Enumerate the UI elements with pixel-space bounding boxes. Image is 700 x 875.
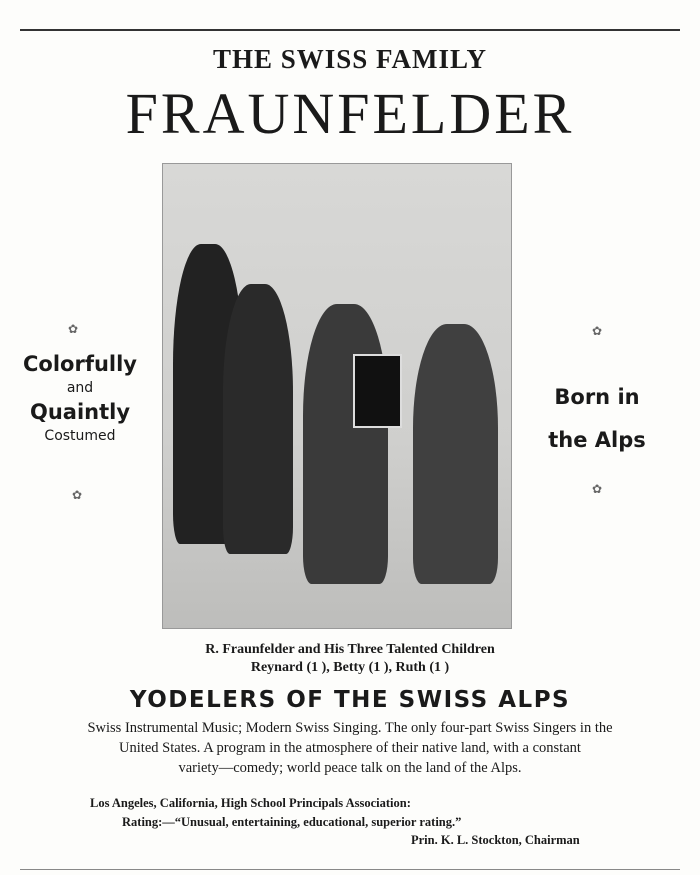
endorsement-rating: Rating:—“Unusual, entertaining, educational, superior rating.” — [122, 815, 462, 829]
description-line: United States. A program in the atmosphere of their native land, with a constant — [119, 740, 581, 756]
ornament-icon: ✿ — [68, 322, 79, 336]
description-line: Swiss Instrumental Music; Modern Swiss Singing. The only four-part Swiss Singers in the — [87, 720, 613, 736]
tagline-word: Colorfully — [23, 352, 137, 376]
son-figure — [223, 284, 293, 554]
left-tagline — [20, 352, 140, 444]
section-heading: YODELERS OF THE SWISS ALPS — [129, 687, 571, 713]
accordion — [353, 354, 402, 428]
tagline-word: Born in — [554, 385, 640, 409]
description-line: variety—comedy; world peace talk on the land of the Alps. — [178, 760, 522, 776]
ornament-icon: ✿ — [72, 488, 83, 502]
bottom-rule — [20, 869, 680, 870]
page-title: FRAUNFELDER — [125, 81, 575, 146]
right-tagline — [537, 376, 657, 462]
photo-caption: R. Fraunfelder and His Three Talented Children — [205, 642, 495, 657]
endorsement-signer: Prin. K. L. Stockton, Chairman — [411, 833, 580, 847]
ornament-icon: ✿ — [592, 482, 603, 496]
family-photo — [162, 163, 512, 629]
top-rule — [20, 29, 680, 31]
daughter-figure — [413, 324, 498, 584]
endorsement-org: Los Angeles, California, High School Principals Association: — [90, 796, 411, 810]
tagline-word: Costumed — [44, 428, 116, 444]
tagline-word: Quaintly — [29, 400, 131, 424]
daughter-figure — [303, 304, 388, 584]
tagline-word: the Alps — [548, 428, 646, 452]
ornament-icon: ✿ — [592, 324, 603, 338]
subtitle: THE SWISS FAMILY — [212, 44, 488, 74]
tagline-word: and — [66, 380, 94, 396]
photo-caption-names: Reynard (1 ), Betty (1 ), Ruth (1 ) — [250, 660, 450, 675]
